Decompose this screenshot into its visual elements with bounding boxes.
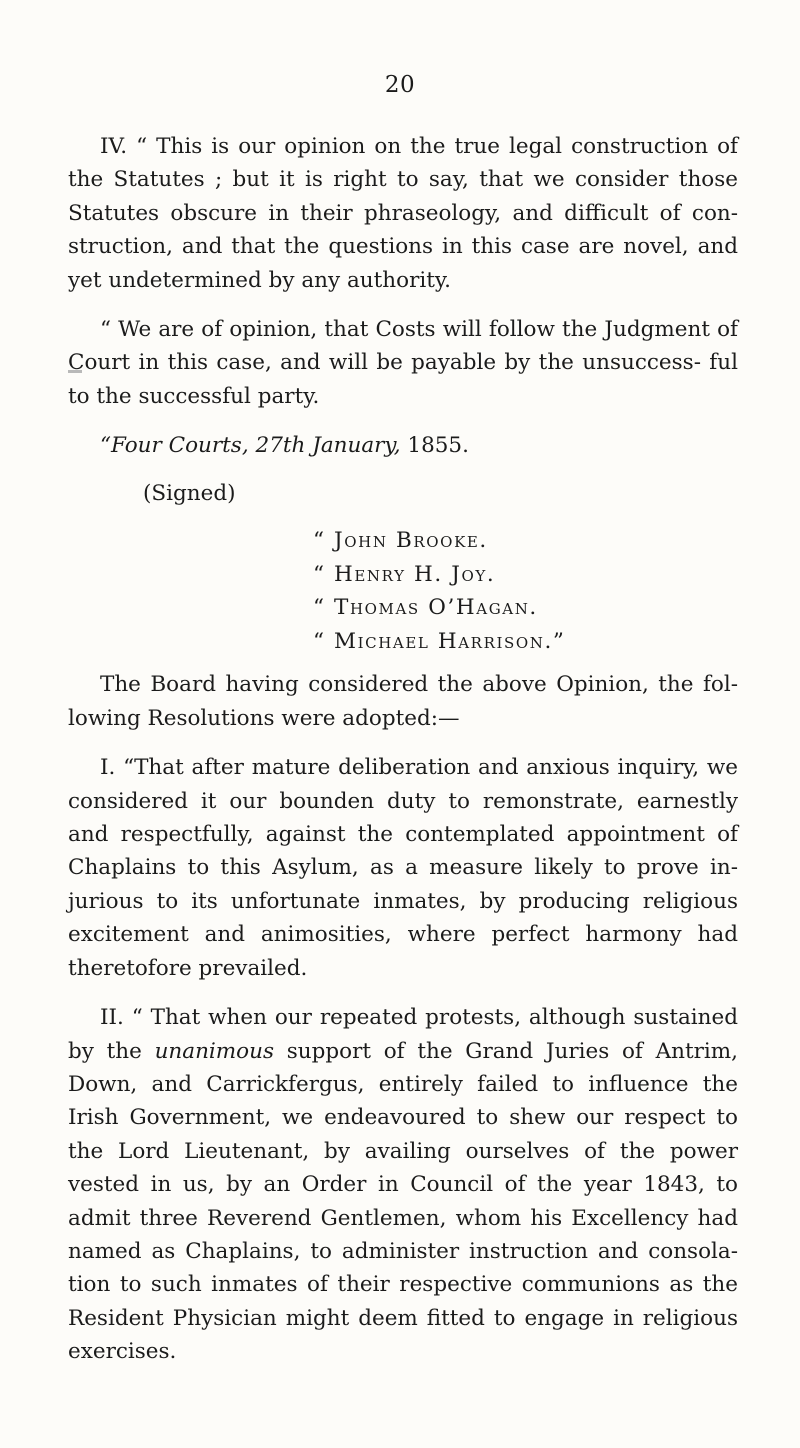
signatory: “ Thomas O’Hagan.: [313, 595, 538, 621]
dateline-year: 1855.: [407, 433, 469, 459]
resolution-i: [68, 751, 738, 985]
resolution-ii-text: support of the Grand Juries of Antrim, Down, and Carrickfergus, entirely failed to influence the Irish Government, we endeavoured to shew our respect to the Lord Lieutenant, by availing ourselves of the power vested in us, by an Order in Council of the year 1843, to admit three Reverend Gentlemen, whom his Excellency had named as Chaplains, to administer instruction and consola- tion to such inmates of their respective communions as the Resident Physician might deem fitted to engage in religious exercises.: [68, 1038, 738, 1365]
resolution-i-prefix: I. “: [100, 755, 135, 781]
resolution-ii: [68, 1001, 738, 1368]
resolution-i-text: That after mature deliberation and anxious inquiry, we considered it our bounden duty to remonstrate, earnestly and respectfully, against the contemplated appointment of Chaplains to this Asylum, as a measure likely to prove in- jurious to its unfortunate inmates, by producing religious excitement and animosities, where perfect harmony had theretofore prevailed.: [68, 755, 738, 981]
page-body: [68, 130, 738, 1369]
dateline: [68, 429, 738, 462]
page-number: 20: [384, 72, 416, 98]
signatory: “ John Brooke.: [313, 528, 488, 554]
signed-label: (Signed): [143, 480, 236, 506]
paragraph-iv: IV. “ This is our opinion on the true legal construction of the Statutes ; but it is right to say, that we consider those Statutes obscure in their phraseology, and difficult of con- struction, and that the questions in this case are novel, and yet undetermined by any authority.: [68, 134, 738, 293]
signatory: “ Henry H. Joy.: [313, 561, 496, 587]
dateline-date: 27th January,: [255, 433, 401, 459]
signatory-list: [68, 524, 738, 658]
board-intro: The Board having considered the above Opinion, the fol- lowing Resolutions were adopted:—: [68, 672, 738, 731]
signatory: “ Michael Harrison.”: [313, 628, 566, 654]
dateline-place: “Four Courts,: [100, 433, 249, 459]
resolution-ii-emphasis: unanimous: [154, 1038, 275, 1064]
paragraph-costs: “ We are of opinion, that Costs will follow the Judgment of Court in this case, and will be payable by the unsuccess- ful to the successful party.: [68, 317, 738, 409]
resolution-ii-prefix: II. “ That when our repeated protests, although sustained by the: [68, 1005, 738, 1064]
